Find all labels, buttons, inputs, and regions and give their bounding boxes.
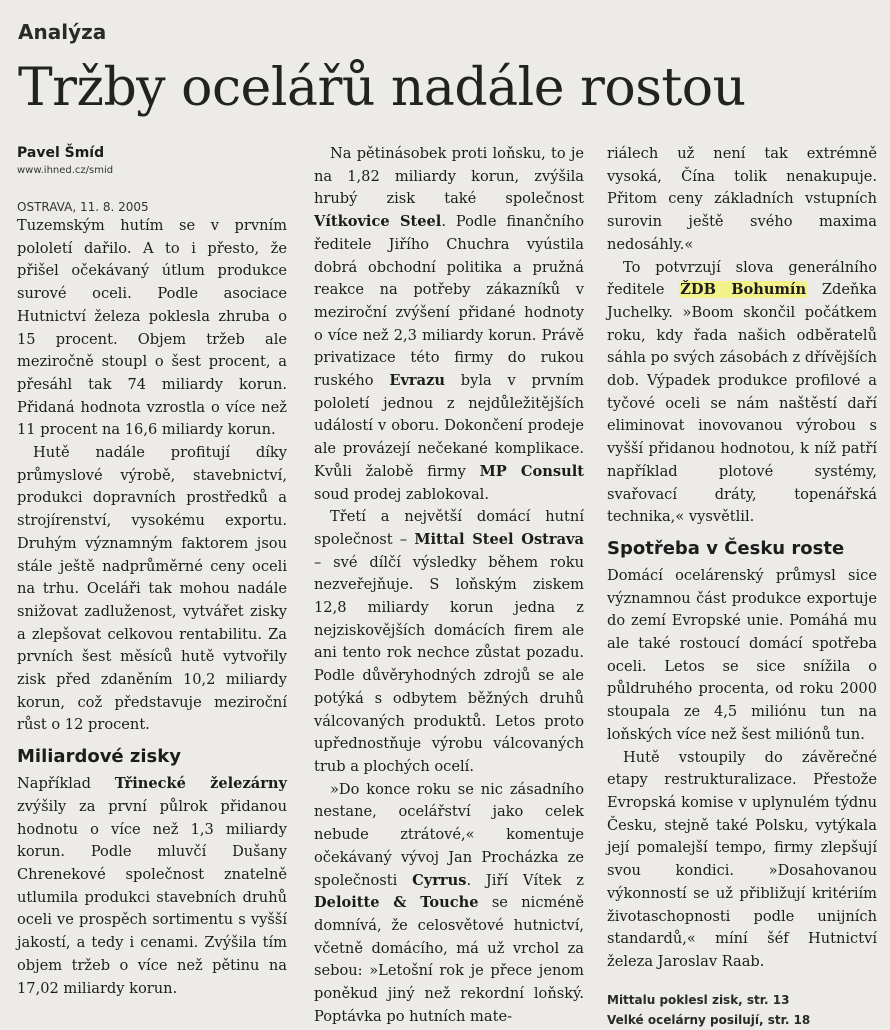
article-column-1 [17, 140, 287, 1000]
paragraph: Na pětinásobek proti loňsku, to je na 1,82 miliardy korun, zvýšila hrubý zisk také společnost Vítkovice Steel. Podle finančního ředitele Jiřího Chuchra vyústila dobrá obchodní politika a pružná reakce na potřeby zákazníků v meziroční zvýšení přidané hodnoty o více než 2,3 miliardy korun. Právě privatizace této firmy do rukou ruského Evrazu byla v prvním pololetí jednou z nejdůležitějších událostí v oboru. Dokončení prodeje ale provázejí nečekané komplikace. Kvůli žalobě firmy MP Consult soud prodej zablokoval. [314, 145, 585, 503]
company-name: Evrazu [389, 372, 445, 390]
article-column-3 [607, 143, 877, 1030]
paragraph: riálech už není tak extrémně vysoká, Čína tolik nenakupuje. Přitom ceny základních vstupních surovin ještě svého maxima nedosáhly.« [607, 145, 877, 253]
paragraph: Tuzemským hutím se v prvním pololetí dařilo. A to i přesto, že přišel očekávaný útlum produkce surové oceli. Podle asociace Hutnictví železa poklesla zhruba o 15 procent. Objem tržeb ale meziročně stoupl o šest procent, a přesáhl tak 74 miliardy korun. Přidaná hodnota vzrostla o více než 11 procent na 16,6 miliardy korun. [17, 217, 287, 439]
company-name: Třinecké železárny [114, 775, 287, 793]
subheading: Miliardové zisky [17, 746, 181, 768]
company-name: Cyrrus [412, 871, 467, 889]
dateline: OSTRAVA, 11. 8. 2005 [17, 200, 149, 214]
paragraph: »Do konce roku se nic zásadního nestane, ocelářství jako celek nebude ztrátové,« komentuje očekávaný vývoj Jan Procházka ze společnosti Cyrrus. Jiří Vítek z Deloitte & Touche se nicméně domnívá, že celosvětové hutnictví, včetně domácího, má už vrchol za sebou: »Letošní rok je přece jenom poněkud jiný než rekordní loňský. Poptávka po hutních mate- [314, 780, 584, 1025]
section-rubric: Analýza [18, 20, 107, 44]
article-headline: Tržby ocelářů nadále rostou [18, 58, 746, 118]
subheading: Spotřeba v Česku roste [607, 537, 845, 559]
paragraph: Hutě nadále profitují díky průmyslové výrobě, stavebnictví, produkci dopravních prostředků a strojírenství, vysokému exportu. Druhým významným faktorem jsou stále ještě nadprůměrné ceny oceli na trhu. Oceláři tak mohou nadále snižovat zadluženost, vytvářet zisky a zlepšovat celkovou rentabilitu. Za prvních šest měsíců hutě vytvořily zisk před zdaněním 10,2 miliardy korun, což představuje meziroční růst o 12 procent. [17, 444, 287, 734]
author-name: Pavel Šmíd [17, 145, 105, 161]
paragraph: Třetí a největší domácí hutní společnost – Mittal Steel Ostrava – své dílčí výsledky během roku nezveřejňuje. S loňským ziskem 12,8 miliardy korun jedna z nejziskovějších domácích firem ale ani tento rok nechce zůstat pozadu. Podle důvěryhodných zdrojů se ale potýká s odbytem běžných druhů válcovaných produktů. Letos proto upřednostňuje výrobu válcovaných trub a plochých ocelí. [314, 508, 584, 775]
cross-reference[interactable]: Velké ocelárny posilují, str. 18 [607, 1012, 811, 1027]
paragraph: Hutě vstoupily do závěrečné etapy restrukturalizace. Přestože Evropská komise v uplynulém týdnu Česku, stejně také Polsku, vytýkala její pomalejší tempo, firmy zlepšují svou kondici. »Dosahovanou výkonností se už přibližují kritériím životaschopnosti podle unijních standardů,« míní šéf Hutnictví železa Jaroslav Raab. [607, 748, 877, 970]
cross-reference[interactable]: Mittalu poklesl zisk, str. 13 [607, 992, 790, 1007]
company-name: Deloitte & Touche [314, 894, 479, 912]
company-name: Vítkovice Steel [314, 213, 442, 231]
article-column-2 [314, 143, 584, 1028]
paragraph: Domácí ocelárenský průmysl sice významnou část produkce exportuje do zemí Evropské unie. Pomáhá mu ale také rostoucí domácí spotřeba oceli. Letos se sice snížila o půldruhého procenta, od roku 2000 stoupala ze 4,5 miliónu tun na loňských více než šest miliónů tun. [607, 566, 877, 743]
cross-references [607, 990, 877, 1030]
author-web-link[interactable]: www.ihned.cz/smid [17, 165, 114, 176]
paragraph: Například Třinecké železárny zvýšily za první půlrok přidanou hodnotu o více než 1,3 miliardy korun. Podle mluvčí Dušany Chrenekové společnost znatelně utlumila produkci stavebních druhů oceli ve prospěch sortimentu s vyšší jakostí, a tedy i cenami. Zvýšila tím objem tržeb o více než pětinu na 17,02 miliardy korun. [17, 775, 287, 997]
paragraph: To potvrzují slova generálního ředitele ŽDB Bohumín Zdeňka Juchelky. »Boom skončil počátkem roku, kdy řada našich odběratelů sáhla po svých zásobách z dřívějších dob. Výpadek produkce profilové a tyčové oceli se nám naštěstí daří eliminovat inovovanou výrobou s vyšší přidanou hodnotou, k níž patří například plotové systémy, svařovací dráty, topenářská technika,« vysvětlil. [607, 258, 877, 526]
company-name: Mittal Steel Ostrava [414, 530, 584, 548]
company-name: MP Consult [479, 462, 584, 480]
highlighted-company-name: ŽDB Bohumín [680, 281, 807, 299]
